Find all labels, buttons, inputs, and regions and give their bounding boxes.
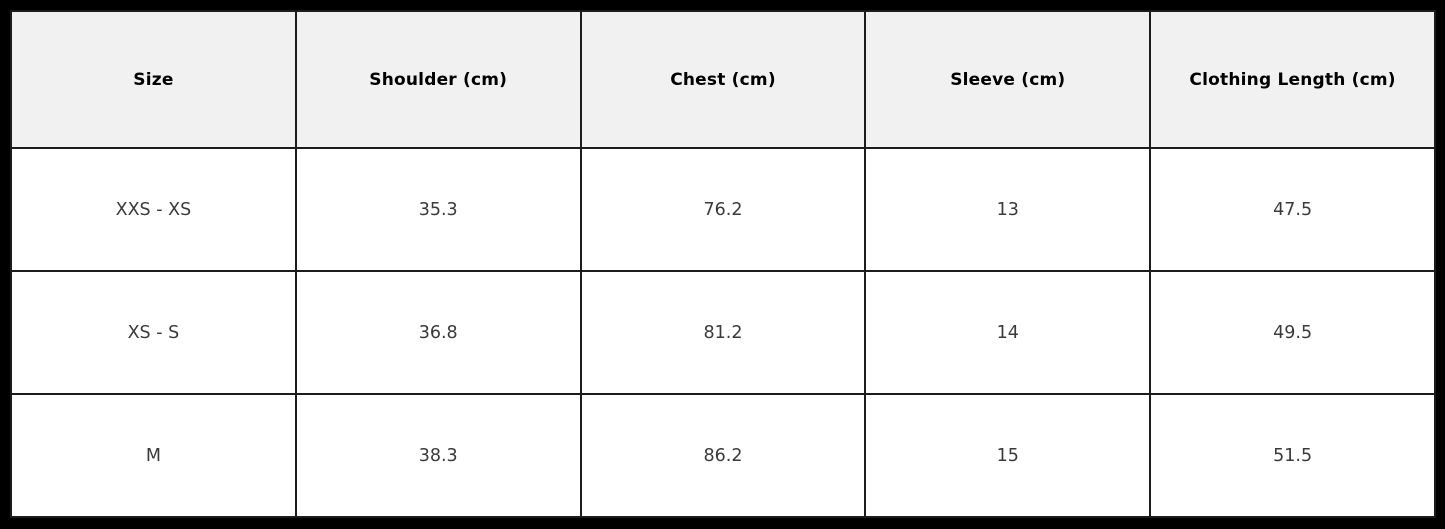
header-cell-chest: Chest (cm) bbox=[581, 11, 866, 148]
size-chart-table bbox=[10, 10, 1436, 518]
header-cell-size: Size bbox=[11, 11, 296, 148]
table-cell-sleeve: 13 bbox=[865, 148, 1150, 271]
header-cell-sleeve: Sleeve (cm) bbox=[865, 11, 1150, 148]
table-body bbox=[11, 148, 1435, 517]
table-cell-sleeve: 14 bbox=[865, 271, 1150, 394]
table-header bbox=[11, 11, 1435, 148]
table-cell-clothing-length: 47.5 bbox=[1150, 148, 1435, 271]
table-row bbox=[11, 394, 1435, 517]
table-cell-clothing-length: 49.5 bbox=[1150, 271, 1435, 394]
table-cell-shoulder: 35.3 bbox=[296, 148, 581, 271]
table-cell-size: XXS - XS bbox=[11, 148, 296, 271]
header-cell-clothing-length: Clothing Length (cm) bbox=[1150, 11, 1435, 148]
table-row bbox=[11, 148, 1435, 271]
table-cell-chest: 86.2 bbox=[581, 394, 866, 517]
table-cell-clothing-length: 51.5 bbox=[1150, 394, 1435, 517]
table-cell-size: M bbox=[11, 394, 296, 517]
header-row bbox=[11, 11, 1435, 148]
table-cell-shoulder: 36.8 bbox=[296, 271, 581, 394]
table-cell-size: XS - S bbox=[11, 271, 296, 394]
table-cell-shoulder: 38.3 bbox=[296, 394, 581, 517]
table-cell-sleeve: 15 bbox=[865, 394, 1150, 517]
table-cell-chest: 81.2 bbox=[581, 271, 866, 394]
header-cell-shoulder: Shoulder (cm) bbox=[296, 11, 581, 148]
table-row bbox=[11, 271, 1435, 394]
table-cell-chest: 76.2 bbox=[581, 148, 866, 271]
